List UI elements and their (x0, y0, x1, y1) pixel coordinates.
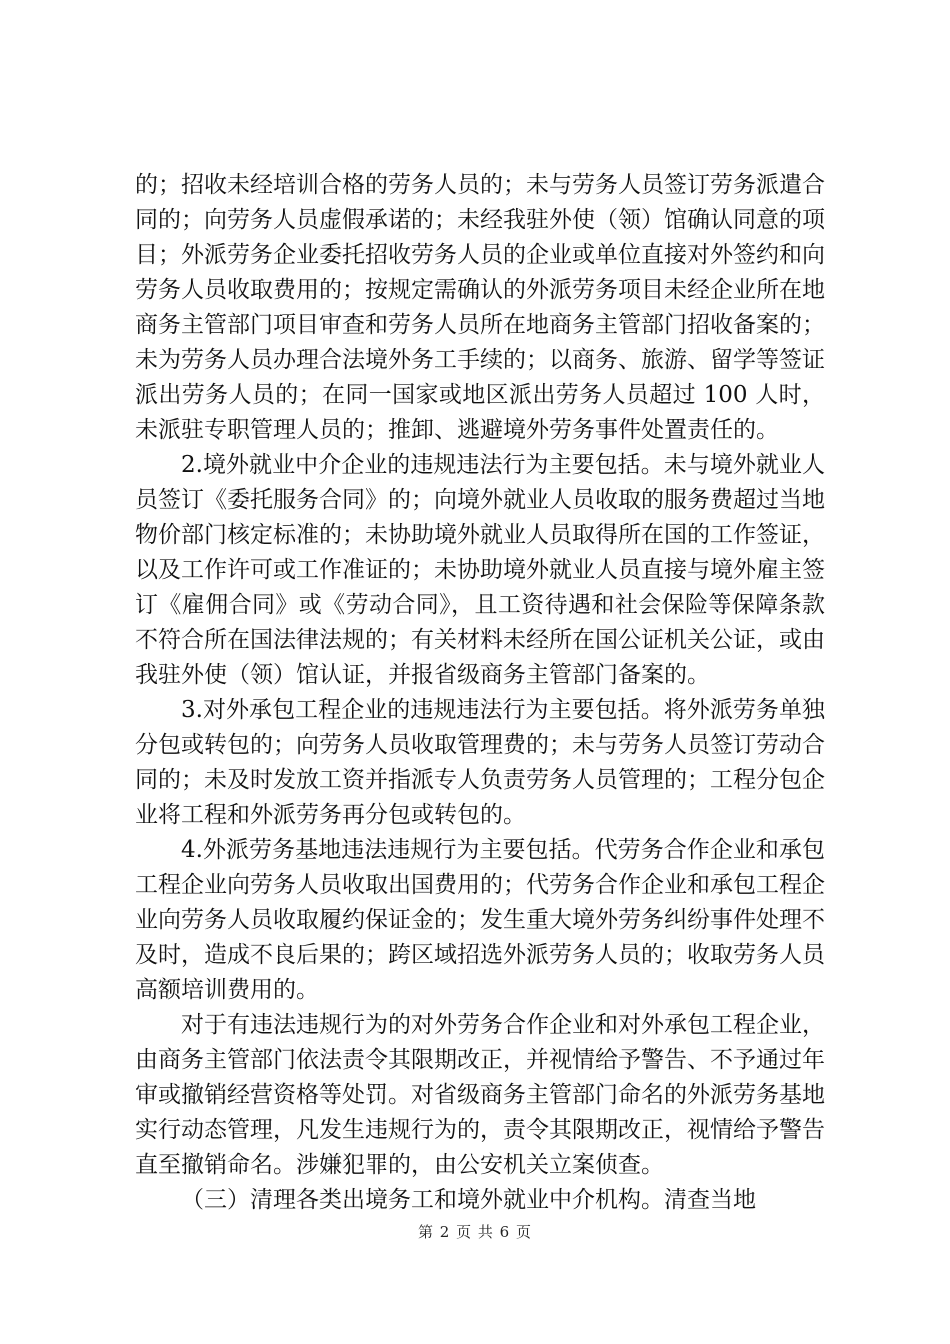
document-body (135, 168, 825, 1218)
paragraph-item-4: 4.外派劳务基地违法违规行为主要包括。代劳务合作企业和承包工程企业向劳务人员收取出国费用的；代劳务合作企业和承包工程企业向劳务人员收取履约保证金的；发生重大境外劳务纠纷事件处理不及时，造成不良后果的；跨区域招选外派劳务人员的；收取劳务人员高额培训费用的。 (135, 837, 825, 1003)
paragraph-penalties: 对于有违法违规行为的对外劳务合作企业和对外承包工程企业，由商务主管部门依法责令其限期改正，并视情给予警告、不予通过年审或撤销经营资格等处罚。对省级商务主管部门命名的外派劳务基地实行动态管理，凡发生违规行为的，责令其限期改正，视情给予警告直至撤销命名。涉嫌犯罪的，由公安机关立案侦查。 (135, 1012, 825, 1178)
paragraph-continuation: 的；招收未经培训合格的劳务人员的；未与劳务人员签订劳务派遣合同的；向劳务人员虚假承诺的；未经我驻外使（领）馆确认同意的项目；外派劳务企业委托招收劳务人员的企业或单位直接对外签约和向劳务人员收取费用的；按规定需确认的外派劳务项目未经企业所在地商务主管部门项目审查和劳务人员所在地商务主管部门招收备案的；未为劳务人员办理合法境外务工手续的；以商务、旅游、留学等签证派出劳务人员的；在同一国家或地区派出劳务人员超过 100 人时，未派驻专职管理人员的；推卸、逃避境外劳务事件处置责任的。 (135, 172, 825, 443)
paragraph-item-3: 3.对外承包工程企业的违规违法行为主要包括。将外派劳务单独分包或转包的；向劳务人员收取管理费的；未与劳务人员签订劳动合同的；未及时发放工资并指派专人负责劳务人员管理的；工程分包企业将工程和外派劳务再分包或转包的。 (135, 697, 825, 828)
paragraph-section-3-heading: （三）清理各类出境务工和境外就业中介机构。清查当地 (181, 1187, 756, 1213)
page-number-footer: 第 2 页 共 6 页 (418, 1223, 532, 1241)
paragraph-item-2: 2.境外就业中介企业的违规违法行为主要包括。未与境外就业人员签订《委托服务合同》的；向境外就业人员收取的服务费超过当地物价部门核定标准的；未协助境外就业人员取得所在国的工作签证，以及工作许可或工作准证的；未协助境外就业人员直接与境外雇主签订《雇佣合同》或《劳动合同》，且工资待遇和社会保险等保障条款不符合所在国法律法规的；有关材料未经所在国公证机关公证，或由我驻外使（领）馆认证，并报省级商务主管部门备案的。 (135, 452, 825, 688)
